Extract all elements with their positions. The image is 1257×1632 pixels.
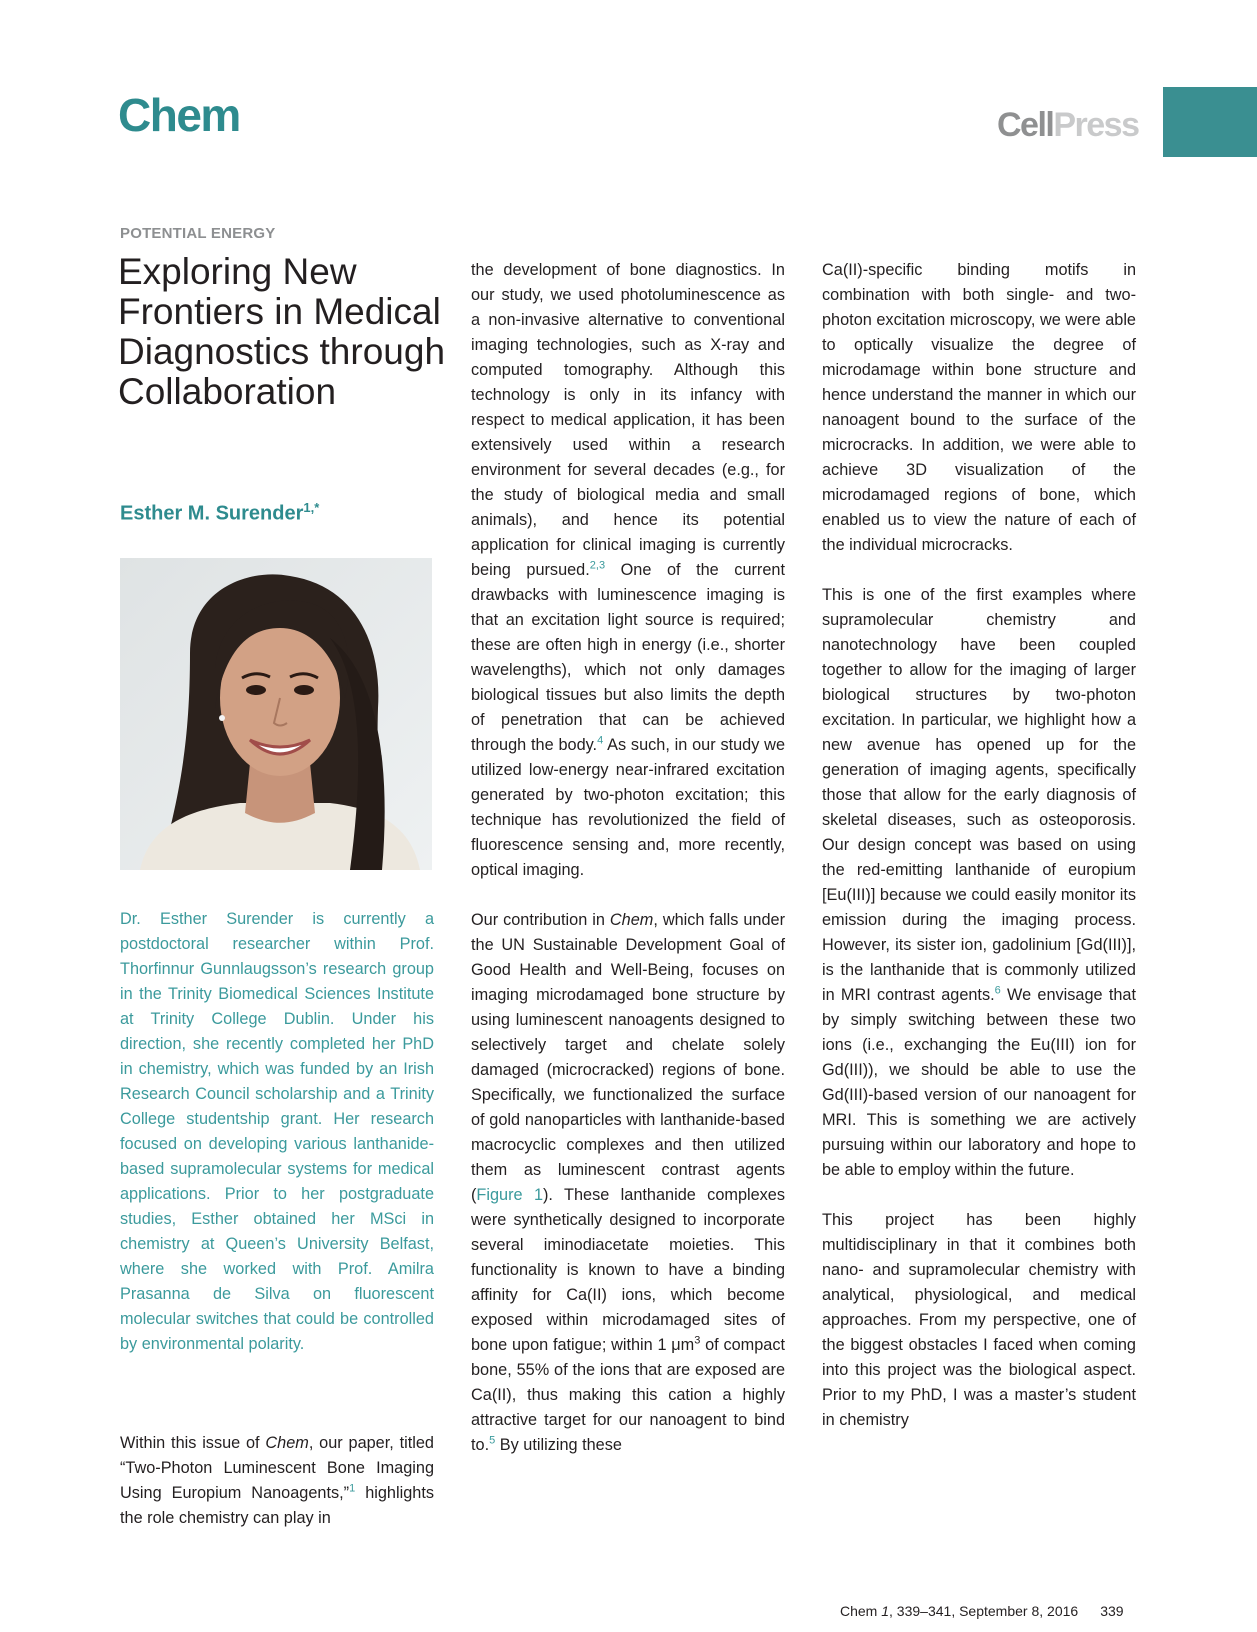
reference-link-6[interactable]: 6 bbox=[994, 984, 1001, 997]
column-2 bbox=[471, 258, 785, 1458]
text: By utilizing these bbox=[495, 1436, 622, 1454]
text: the development of bone diagnostics. In our study, we used photoluminescence as a non-invasive alternative to conventional imaging technologies, such as X-ray and computed tomography. Although this technology is only in its infancy with respect to medical application, it has been extensively used within a research environment for several decades (e.g., for the study of biological media and small animals), and hence its potential application for clinical imaging is currently being pursued. bbox=[471, 261, 785, 579]
reference-link-2-3[interactable]: 2,3 bbox=[589, 559, 606, 572]
journal-name: Chem bbox=[265, 1434, 309, 1452]
superscript: 3 bbox=[694, 1334, 701, 1347]
reference-link-5[interactable]: 5 bbox=[489, 1434, 496, 1447]
author-name bbox=[120, 500, 319, 526]
footer-journal: Chem bbox=[840, 1603, 882, 1619]
col3-paragraph-3: This project has been highly multidisciplinary in that it combines both nano- and supramolecular chemistry with analytical, physiological, and medical approaches. From my perspective, one of the biggest obstacles I faced when coming into this project was the biological aspect. Prior to my PhD, I was a master’s student in chemistry bbox=[822, 1211, 1136, 1429]
author-name-text: Esther M. Surender bbox=[120, 502, 304, 525]
text: Our contribution in bbox=[471, 911, 610, 929]
footer-citation: , 339–341, September 8, 2016 bbox=[889, 1603, 1079, 1619]
reference-link-1[interactable]: 1 bbox=[349, 1482, 356, 1495]
col1-paragraph bbox=[120, 1431, 434, 1531]
text: This is one of the first examples where supramolecular chemistry and nanotechnology have been coupled together to allow for the imaging of larger biological structures by two-photon excitation. In particular, we highlight how a new avenue has opened up for the generation of imaging agents, specifically those that allow for the early diagnosis of skeletal diseases, such as osteoporosis. Our design concept was based on using the red-emitting lanthanide of europium [Eu(III)] because we could easily monitor its emission during the imaging process. However, its sister ion, gadolinium [Gd(III)], is the lanthanide that is commonly utilized in MRI contrast agents. bbox=[822, 586, 1137, 1004]
col2-paragraph-1 bbox=[471, 258, 785, 883]
col3-paragraph-1: Ca(II)-specific binding motifs in combination with both single- and two-photon excitation microscopy, we were able to optically visualize the degree of microdamage within bone structure and hence understand the manner in which our nanoagent bound to the surface of the microcracks. In addition, we were able to achieve 3D visualization of the microdamaged regions of bone, which enabled us to view the nature of each of the individual microcracks. bbox=[822, 261, 1136, 554]
publisher-logo-part2: Press bbox=[1053, 106, 1139, 144]
col3-paragraph-2 bbox=[822, 583, 1136, 1183]
journal-name: Chem bbox=[609, 911, 654, 929]
text: of compact bone, 55% of the ions that are exposed are Ca(II), thus making this cation a highly attractive target for our nanoagent to bind to. bbox=[471, 1336, 785, 1454]
author-affiliation-mark: 1,* bbox=[303, 500, 320, 515]
accent-tab bbox=[1163, 87, 1257, 157]
page-footer bbox=[840, 1603, 1124, 1619]
text: As such, in our study we utilized low-energy near-infrared excitation generated by two-photon excitation; this technique has revolutionized the field of fluorescence sensing and, more recently, optical imaging. bbox=[471, 736, 785, 879]
text: ). These lanthanide complexes were synthetically designed to incorporate several iminodiacetate moieties. This functionality is known to have a binding affinity for Ca(II) ions, which become exposed within microdamaged sites of bone upon fatigue; within 1 μm bbox=[471, 1186, 786, 1354]
author-bio bbox=[120, 907, 434, 1357]
journal-logo: Chem bbox=[118, 89, 240, 141]
page-number: 339 bbox=[1100, 1603, 1124, 1619]
column-3 bbox=[822, 258, 1136, 1433]
reference-link-4[interactable]: 4 bbox=[597, 734, 604, 747]
bio-paragraph: Dr. Esther Surender is currently a postdoctoral researcher within Prof. Thorfinnur Gunnlaugsson’s research group in the Trinity Biomedical Sciences Institute at Trinity College Dublin. Under his direction, she recently completed her PhD in chemistry, which was funded by an Irish Research Council scholarship and a Trinity College studentship grant. Her research focused on developing various lanthanide-based supramolecular systems for medical applications. Prior to her postgraduate studies, Esther obtained her MSci in chemistry at Queen’s University Belfast, where she worked with Prof. Amilra Prasanna de Silva on fluorescent molecular switches that could be controlled by environmental polarity. bbox=[120, 910, 434, 1353]
footer-volume: 1 bbox=[881, 1603, 890, 1619]
author-photo bbox=[120, 558, 432, 870]
publisher-logo-part1: Cell bbox=[997, 106, 1054, 144]
figure-link[interactable]: Figure 1 bbox=[476, 1186, 544, 1204]
text: We envisage that by simply switching between these two ions (i.e., exchanging the Eu(III) ion for Gd(III)), we should be able to use the Gd(III)-based version of our nanoagent for MRI. This is something we are actively pursuing within our laboratory and hope to be able to employ within the future. bbox=[822, 986, 1136, 1179]
text: highlights the role chemistry can play in bbox=[120, 1484, 434, 1527]
text: Within this issue of bbox=[120, 1434, 266, 1452]
col2-paragraph-2 bbox=[471, 908, 785, 1458]
text: , our paper, titled “Two-Photon Luminescent Bone Imaging Using Europium Nanoagents,” bbox=[120, 1434, 434, 1502]
column-1-body bbox=[120, 1431, 434, 1531]
article-title: Exploring New Frontiers in Medical Diagnostics through Collaboration bbox=[118, 251, 446, 412]
section-label: POTENTIAL ENERGY bbox=[120, 225, 276, 242]
text: One of the current drawbacks with luminescence imaging is that an excitation light source is required; these are often high in energy (i.e., shorter wavelengths), which not only damages biological tissues but also limits the depth of penetration that can be achieved through the body. bbox=[471, 561, 785, 754]
publisher-logo bbox=[997, 108, 1139, 142]
text: , which falls under the UN Sustainable Development Goal of Good Health and Well-Being, focuses on imaging microdamaged bone structure by using luminescent nanoagents designed to selectively target and chelate solely damaged (microcracked) regions of bone. Specifically, we functionalized the surface of gold nanoparticles with lanthanide-based macrocyclic complexes and then utilized them as luminescent contrast agents ( bbox=[471, 911, 785, 1204]
